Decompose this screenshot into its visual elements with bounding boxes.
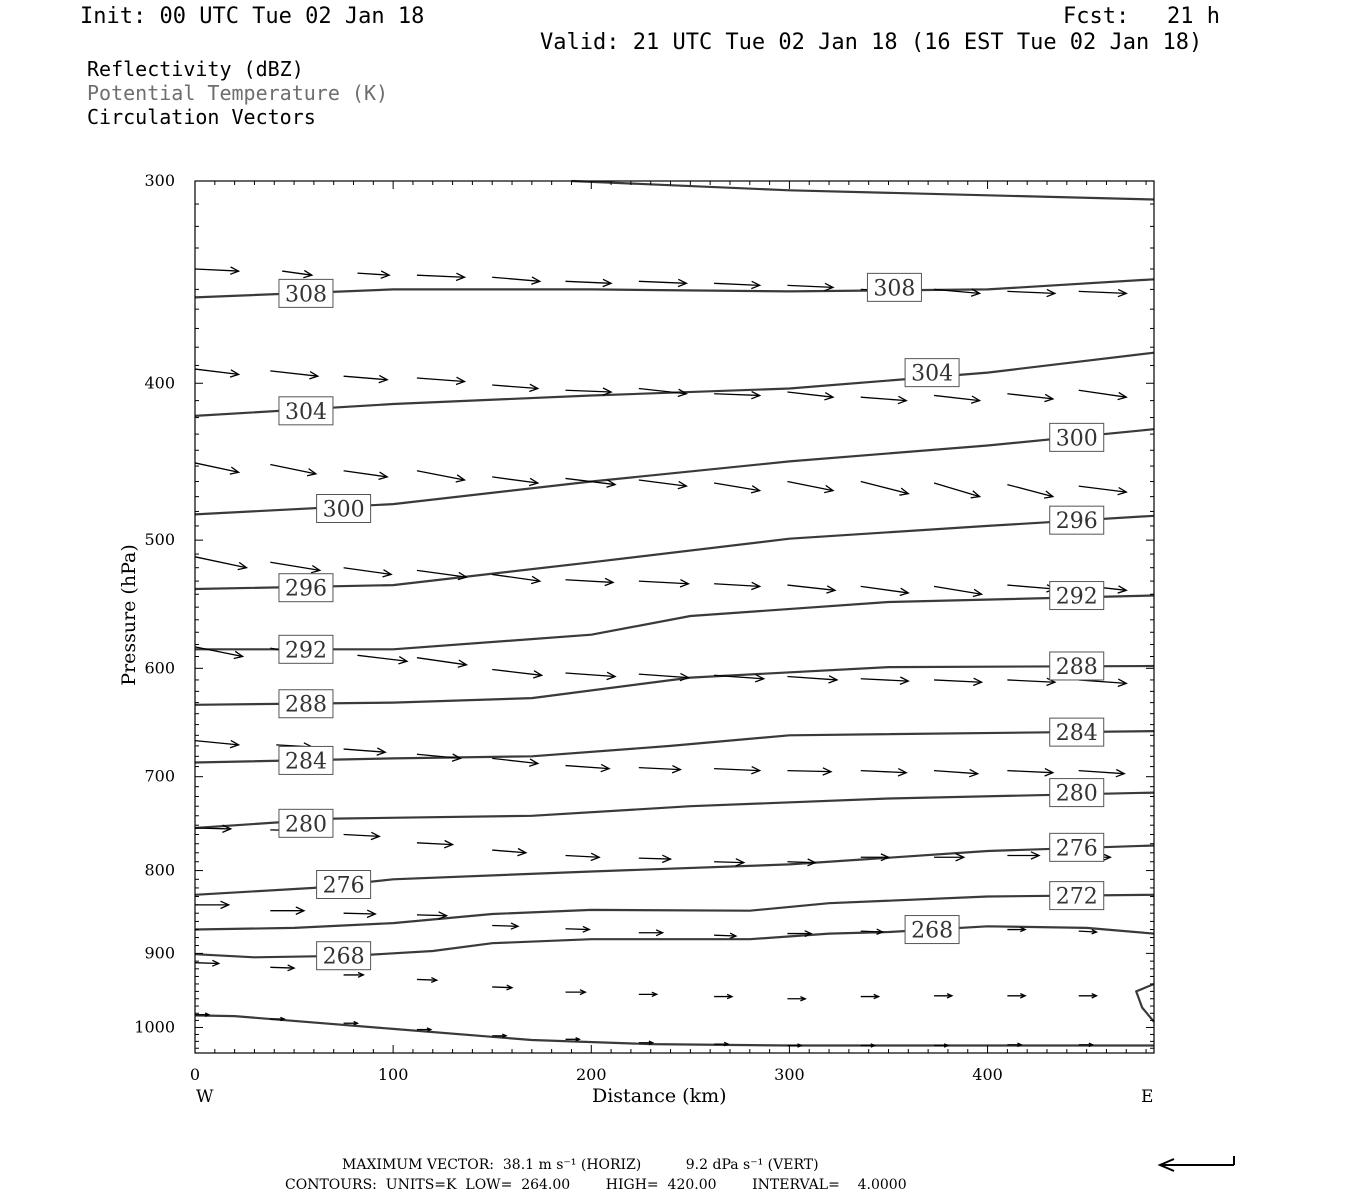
max-vector-info: MAXIMUM VECTOR: 38.1 m s⁻¹ (HORIZ) 9.2 dPa s⁻¹ (VERT) bbox=[342, 1157, 819, 1173]
circulation-vector bbox=[861, 482, 909, 494]
circulation-vector bbox=[861, 771, 907, 773]
y-axis-title: Pressure (hPa) bbox=[118, 544, 140, 686]
circulation-vector bbox=[492, 574, 540, 581]
contour-label: 280 bbox=[284, 812, 327, 838]
circulation-vector bbox=[195, 828, 231, 829]
circulation-vector bbox=[934, 483, 980, 497]
circulation-vector bbox=[714, 862, 744, 863]
circulation-vector bbox=[787, 676, 837, 679]
circulation-vector bbox=[344, 835, 380, 837]
circulation-vector bbox=[714, 584, 760, 587]
circulation-vector bbox=[934, 771, 978, 774]
y-tick-label: 900 bbox=[144, 943, 175, 963]
y-tick-label: 800 bbox=[144, 860, 175, 880]
circulation-vector bbox=[1007, 771, 1053, 773]
contour-label: 288 bbox=[1055, 654, 1098, 680]
circulation-vector bbox=[492, 477, 538, 483]
x-end-label-west: W bbox=[196, 1087, 214, 1107]
circulation-vector bbox=[492, 925, 518, 926]
contour-label: 292 bbox=[1055, 584, 1098, 610]
circulation-vector bbox=[1079, 486, 1127, 492]
forecast-hour-value: 21 h bbox=[1167, 4, 1220, 29]
circulation-vector bbox=[417, 915, 447, 916]
init-time: Init: 00 UTC Tue 02 Jan 18 bbox=[80, 4, 425, 29]
x-tick-label: 100 bbox=[377, 1065, 409, 1084]
circulation-vector bbox=[787, 862, 815, 863]
circulation-vector bbox=[639, 581, 689, 584]
contour-label: 272 bbox=[1055, 884, 1098, 910]
contour-label: 300 bbox=[1055, 426, 1098, 452]
circulation-vector bbox=[566, 766, 610, 769]
y-tick-label: 400 bbox=[144, 373, 175, 393]
circulation-vector bbox=[861, 397, 907, 400]
valid-time: Valid: 21 UTC Tue 02 Jan 18 (16 EST Tue 02 Jan 18) bbox=[540, 30, 1203, 55]
contour-label: 304 bbox=[911, 361, 954, 387]
circulation-vector bbox=[417, 979, 437, 980]
circulation-vector bbox=[1079, 291, 1127, 293]
circulation-vector bbox=[714, 394, 760, 396]
circulation-vector bbox=[714, 283, 760, 285]
isentrope-308 bbox=[195, 279, 1154, 297]
contour-label: 280 bbox=[1055, 781, 1098, 807]
legend-potential-temperature: Potential Temperature (K) bbox=[87, 81, 389, 105]
isentrope-layer bbox=[195, 181, 1154, 1046]
x-tick-label: 300 bbox=[774, 1065, 805, 1084]
circulation-vector bbox=[417, 570, 467, 577]
plot-frame bbox=[195, 181, 1154, 1053]
isentrope-296 bbox=[195, 516, 1154, 589]
x-tick-label: 200 bbox=[576, 1065, 607, 1084]
circulation-vector bbox=[357, 273, 389, 275]
isentrope-280 bbox=[195, 793, 1154, 828]
x-tick-label: 0 bbox=[189, 1065, 201, 1084]
contour-label: 284 bbox=[1055, 721, 1098, 747]
circulation-vector bbox=[787, 771, 831, 772]
contour-label: 268 bbox=[911, 918, 954, 944]
y-tick-label: 700 bbox=[144, 766, 175, 786]
circulation-vector bbox=[566, 390, 612, 392]
circulation-vector bbox=[639, 858, 671, 859]
y-tick-label: 500 bbox=[144, 530, 175, 550]
circulation-vector bbox=[417, 843, 453, 845]
isentrope-304 bbox=[195, 353, 1154, 416]
forecast-hour-label: Fcst: bbox=[1063, 4, 1130, 29]
circulation-vector bbox=[195, 557, 247, 568]
circulation-vector bbox=[639, 281, 687, 283]
circulation-vector bbox=[714, 769, 760, 771]
contour-label: 296 bbox=[1055, 509, 1098, 535]
circulation-vector bbox=[714, 935, 736, 936]
x-axis-title: Distance (km) bbox=[592, 1085, 727, 1107]
vector-layer bbox=[195, 267, 1126, 1047]
circulation-vector bbox=[861, 586, 909, 593]
contour-label: 308 bbox=[873, 276, 916, 302]
circulation-vector bbox=[1007, 485, 1053, 497]
circulation-vector bbox=[639, 768, 681, 770]
circulation-vector bbox=[861, 931, 883, 932]
circulation-vector bbox=[1079, 390, 1127, 397]
isentrope-264 bbox=[1136, 984, 1154, 1022]
contour-label: 308 bbox=[284, 282, 327, 308]
circulation-vector bbox=[270, 562, 320, 570]
contour-label: 268 bbox=[322, 944, 365, 970]
circulation-vector bbox=[861, 679, 909, 681]
isentrope-272 bbox=[195, 895, 1154, 930]
circulation-vector bbox=[492, 385, 538, 388]
circulation-vector bbox=[270, 967, 294, 968]
circulation-vector bbox=[417, 275, 465, 277]
y-tick-label: 600 bbox=[144, 658, 175, 678]
circulation-vector bbox=[417, 658, 467, 665]
legend-reflectivity: Reflectivity (dBZ) bbox=[87, 57, 304, 81]
circulation-vector bbox=[344, 913, 376, 914]
y-tick-label: 300 bbox=[144, 171, 175, 190]
isentrope-288 bbox=[195, 666, 1154, 705]
circulation-vector bbox=[566, 580, 614, 583]
circulation-vector bbox=[639, 674, 689, 677]
isentrope-264 bbox=[195, 1015, 1154, 1045]
circulation-vector bbox=[1007, 291, 1055, 293]
contour-label: 276 bbox=[1055, 836, 1098, 862]
isentrope-292 bbox=[195, 596, 1154, 650]
x-end-label-east: E bbox=[1141, 1087, 1154, 1107]
contour-label-layer bbox=[279, 273, 1104, 969]
contour-label: 296 bbox=[284, 576, 327, 602]
circulation-vector bbox=[344, 568, 392, 575]
contour-label: 276 bbox=[322, 873, 365, 899]
circulation-vector bbox=[195, 269, 239, 271]
circulation-vector bbox=[639, 480, 687, 486]
circulation-vector bbox=[417, 378, 465, 382]
circulation-vector bbox=[787, 285, 833, 287]
circulation-vector bbox=[566, 281, 612, 283]
circulation-vector bbox=[195, 963, 219, 964]
circulation-vector bbox=[1079, 771, 1125, 774]
circulation-vector bbox=[344, 471, 388, 477]
y-tick-label: 1000 bbox=[134, 1017, 175, 1037]
circulation-vector bbox=[492, 987, 512, 988]
axes-layer bbox=[134, 171, 1154, 1084]
circulation-vector bbox=[566, 673, 616, 676]
contour-label: 284 bbox=[284, 749, 327, 775]
contour-label: 288 bbox=[284, 692, 327, 718]
circulation-vector bbox=[566, 855, 600, 857]
x-tick-label: 400 bbox=[972, 1065, 1003, 1084]
legend-circulation-vectors: Circulation Vectors bbox=[87, 105, 316, 129]
contour-info: CONTOURS: UNITS=K LOW= 264.00 HIGH= 420.00 INTERVAL= 4.0000 bbox=[285, 1177, 907, 1193]
isentrope-284 bbox=[195, 731, 1154, 762]
contour-label: 292 bbox=[284, 638, 327, 664]
circulation-vector bbox=[1007, 680, 1055, 682]
reference-vector bbox=[1160, 1156, 1234, 1171]
contour-label: 300 bbox=[322, 497, 365, 523]
contour-label: 304 bbox=[284, 399, 327, 425]
circulation-vector bbox=[934, 680, 982, 682]
circulation-vector bbox=[566, 929, 590, 930]
